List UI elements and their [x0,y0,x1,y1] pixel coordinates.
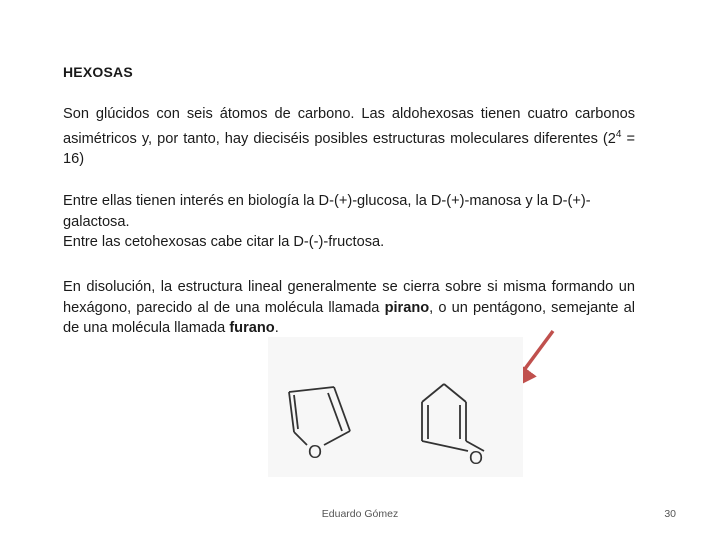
paragraph-ring-formation [63,277,635,339]
pyran-term: pirano [384,299,430,316]
furan-oxygen-label: O [307,442,323,462]
slide-heading: HEXOSAS [63,64,133,80]
footer-author: Eduardo Gómez [321,508,399,520]
paragraph3-text3: . [274,320,279,336]
furan-term: furano [229,320,275,336]
paragraph3-text2: , o un pentágono, semejante al de una molécula llamada [63,299,635,336]
exponent: 4 [615,128,622,140]
paragraph-important-hexoses [63,191,635,253]
paragraph2-line2: Entre las cetohexosas cabe citar la D-(-)-fructosa. [63,234,385,250]
pyran-oxygen-label: O [468,448,484,468]
paragraph3-text1: En disolución, la estructura lineal generalmente se cierra sobre si misma formando un hexágono, parecido al de una molécula llamada [63,279,635,316]
paragraph-hexoses-definition [63,104,635,169]
paragraph2-line1: Entre ellas tienen interés en biología la D-(+)-glucosa, la D-(+)-manosa y la D-(+)-galactosa. [63,193,591,230]
paragraph1-text: Son glúcidos con seis átomos de carbono. Las aldohexosas tienen cuatro carbonos asimétricos y, por tanto, hay dieciséis posibles estructuras moleculares diferentes (2 [63,106,635,147]
page-number: 30 [664,508,676,520]
ring-structures-diagram [268,337,523,477]
paragraph1-end: = 16) [63,130,636,167]
